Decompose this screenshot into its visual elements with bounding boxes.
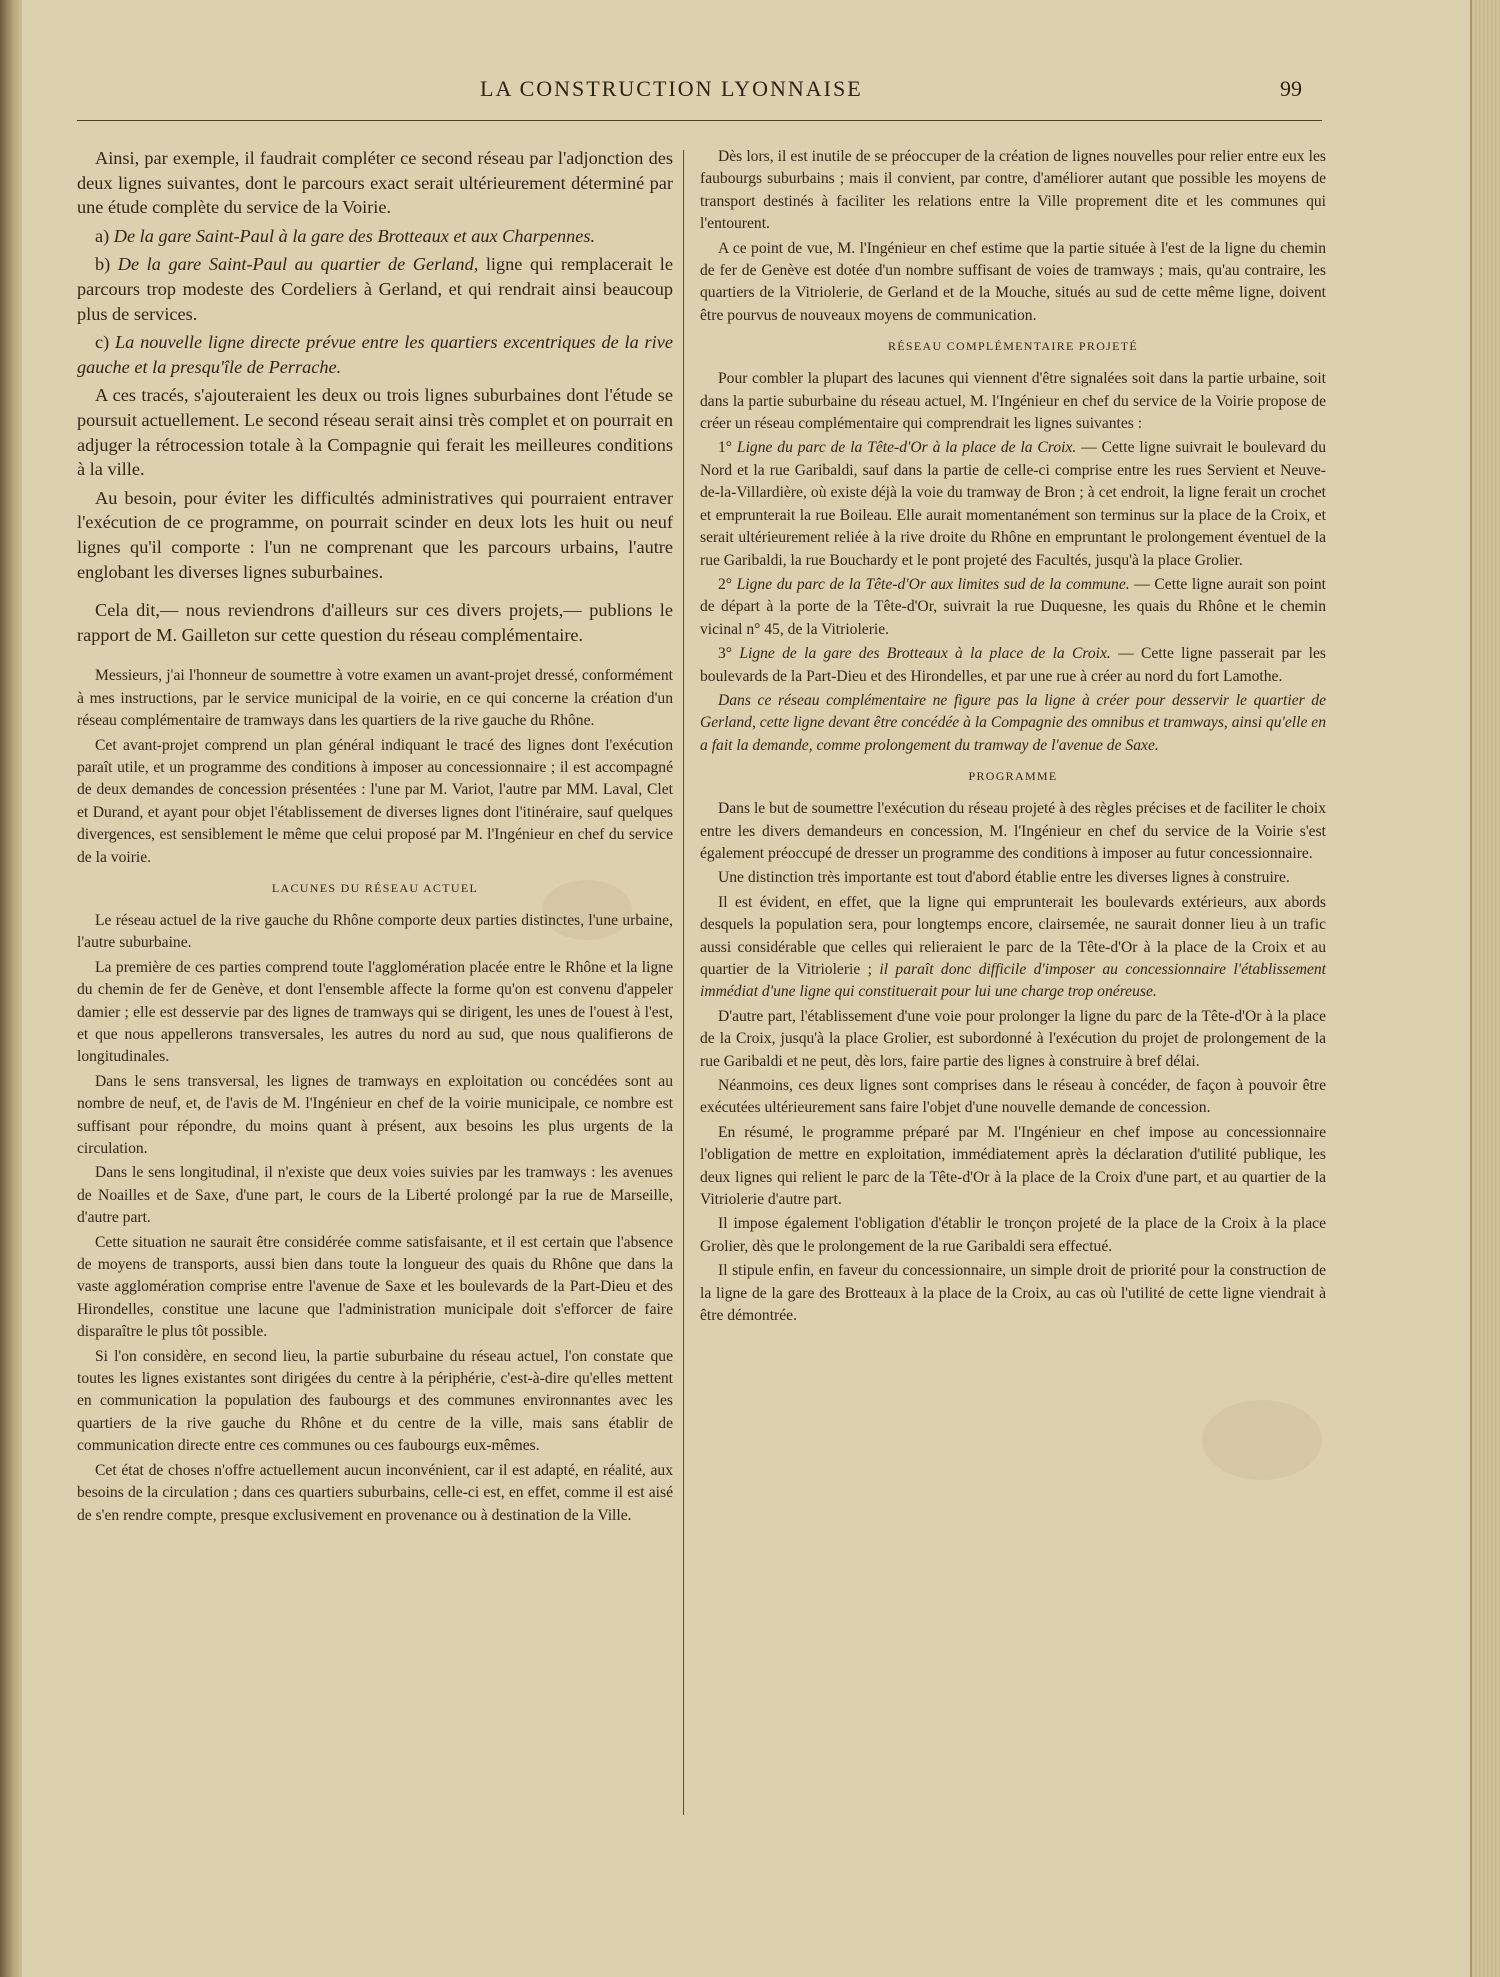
paragraph: Dans le but de soumettre l'exécution du réseau projeté à des règles précises et de faciliter le choix entre les divers demandeurs en concession, M. l'Ingénieur en chef du service de la Voirie s'est également préoccupé de dresser un programme des conditions à imposer au futur concessionnaire. bbox=[700, 800, 1326, 862]
paragraph: Dans le sens transversal, les lignes de tramways en exploitation ou concédées sont au nombre de neuf, et, de l'avis de M. l'Ingénieur en chef de la voirie municipale, ce nombre est suffisant pour répondre, du moins quant à présent, aux besoins les plus urgents de la circulation. bbox=[77, 1072, 673, 1157]
item-prefix: c) bbox=[95, 332, 116, 353]
page-number: 99 bbox=[1280, 76, 1302, 101]
paragraph: Une distinction très importante est tout d'abord établie entre les diverses lignes à construire. bbox=[718, 869, 1290, 887]
paragraph-italic: il paraît donc difficile d'imposer au concessionnaire l'établissement immédiat d'une ligne qui constituerait pour lui une charge trop onéreuse. bbox=[700, 961, 1327, 1001]
line-title: Ligne du parc de la Tête-d'Or aux limites sud de la commune. bbox=[736, 575, 1130, 593]
journal-page bbox=[22, 0, 1472, 1977]
line-number: 1° bbox=[718, 439, 737, 457]
paragraph: Néanmoins, ces deux lignes sont comprises dans le réseau à concéder, de façon à pouvoir être exécutées ultérieurement sans faire l'objet d'une nouvelle demande de concession. bbox=[700, 1077, 1326, 1117]
paragraph: Messieurs, j'ai l'honneur de soumettre à votre examen un avant-projet dressé, conformément à mes instructions, par le service municipal de la voirie, en ce qui concerne la création d'un réseau complémentaire de tramways dans les quartiers de la rive gauche du Rhône. bbox=[77, 667, 673, 730]
paragraph: Dès lors, il est inutile de se préoccuper de la création de lignes nouvelles pour relier entre eux les faubourgs suburbains ; mais il convient, par contre, d'améliorer autant que possible les moyens de transport destinés à faciliter les relations entre la Ville proprement dite et les communes qui l'entourent. bbox=[700, 148, 1326, 233]
line-description: — Cette ligne aurait son point de départ à la porte de la Tête-d'Or, suivrait la rue Duquesne, les quais du Rhône et le chemin vicinal n° 45, de la Vitriolerie. bbox=[700, 575, 1326, 638]
section-heading: LACUNES DU RÉSEAU ACTUEL bbox=[271, 880, 479, 895]
paragraph: Cette situation ne saurait être considérée comme satisfaisante, et il est certain que l'absence de moyens de transports, aussi bien dans toute la longueur des quais du Rhône que dans la vaste agglomération comprise entre l'avenue de Saxe et les boulevards de la Part-Dieu et des Hirondelles, constitue une lacune que l'administration municipale doit s'efforcer de faire disparaître le plus tôt possible. bbox=[77, 1233, 673, 1341]
paragraph bbox=[700, 892, 1326, 1004]
italic-note: Dans ce réseau complémentaire ne figure pas la ligne à créer pour desservir le quartier de Gerland, cette ligne devant être concédée à la Compagnie des omnibus et tramways, ainsi qu'elle en a fait la demande, comme prolongement du tramway de l'avenue de Saxe. bbox=[700, 691, 1326, 754]
list-item bbox=[77, 252, 673, 326]
running-header bbox=[22, 76, 1472, 112]
paragraph: Au besoin, pour éviter les difficultés administratives qui pourraient entraver l'exécution de ce programme, on pourrait scinder en deux lots les huit ou neuf lignes qu'il comporte : l'un ne comprenant que les parcours urbains, l'autre englobant les diverses lignes suburbaines. bbox=[77, 487, 673, 582]
item-italic: De la gare Saint-Paul au quartier de Gerland, bbox=[117, 254, 479, 275]
paragraph: A ce point de vue, M. l'Ingénieur en chef estime que la partie située à l'est de la ligne du chemin de fer de Genève est dotée d'un nombre suffisant de voies de tramways ; mais, qu'au contraire, les quartiers de la Vitriolerie, de Gerland et de la Mouche, situés au sud de cette même ligne, doivent être pourvus de nouveaux moyens de communication. bbox=[700, 239, 1326, 324]
line-item bbox=[700, 574, 1326, 641]
line-item bbox=[700, 437, 1326, 571]
item-prefix: b) bbox=[95, 254, 118, 275]
line-description: — Cette ligne passerait par les boulevards de la Part-Dieu et des Hirondelles, et par une rue à créer au nord du fort Lamothe. bbox=[700, 645, 1326, 685]
list-item bbox=[77, 224, 673, 249]
line-number: 3° bbox=[718, 645, 740, 663]
line-title: Ligne du parc de la Tête-d'Or à la place de la Croix. bbox=[736, 439, 1077, 457]
paragraph: La première de ces parties comprend toute l'agglomération placée entre le Rhône et la ligne du chemin de fer de Genève, et dont l'ensemble affecte la forme qu'on est convenu d'appeler damier ; elle est desservie par des lignes de tramways qui se dirigent, les unes de l'ouest à l'est, et que nous appellerons transversales, les autres du nord au sud, que nous qualifierons de longitudinales. bbox=[77, 958, 673, 1066]
line-description: — Cette ligne suivrait le boulevard du Nord et la rue Garibaldi, sauf dans la partie de celle-ci comprise entre les rues Servient et Neuve-de-la-Villardière, où existe déjà la voie du tramway de Bron ; à cet endroit, la ligne ferait un crochet et emprunterait la rue Boileau. Elle aurait momentanément son terminus sur la place de la Croix, et serait ultérieurement reliée à la rive droite du Rhône en empruntant le prolongement éventuel de la rue Garibaldi, la rue Bouchardy et le pont projeté des Facultés, jusqu'à la place Grolier. bbox=[700, 439, 1326, 569]
left-large-text bbox=[77, 146, 673, 647]
right-column bbox=[700, 146, 1326, 1330]
section-heading: PROGRAMME bbox=[968, 769, 1058, 784]
paragraph: En résumé, le programme préparé par M. l'Ingénieur en chef impose au concessionnaire l'obligation de mettre en exploitation, immédiatement après la déclaration d'utilité publique, les deux lignes qui relient le parc de la Tête-d'Or à la place de la Croix d'une part, et au quartier de la Vitriolerie d'autre part. bbox=[700, 1123, 1326, 1209]
paragraph-plain: Il est évident, en effet, que la ligne qui emprunterait les boulevards extérieurs, aux abords desquels la population sera, pour longtemps encore, clairsemée, ne saurait donner lieu à un trafic aussi considérable que celles qui relieraient le parc de la Tête-d'Or à la place de la Croix et au quartier de la Vitriolerie ; bbox=[700, 893, 1326, 978]
header-rule bbox=[77, 120, 1322, 122]
page-fore-edge bbox=[1470, 0, 1500, 1977]
item-prefix: a) bbox=[95, 225, 114, 246]
paragraph: Il impose également l'obligation d'établir le tronçon projeté de la place de la Croix à la place Grolier, dès que le prolongement de la rue Garibaldi sera effectué. bbox=[700, 1215, 1326, 1255]
item-italic: De la gare Saint-Paul à la gare des Brotteaux et aux Charpennes. bbox=[113, 225, 596, 246]
section-heading: RÉSEAU COMPLÉMENTAIRE PROJETÉ bbox=[887, 339, 1139, 354]
paragraph: Ainsi, par exemple, il faudrait compléter ce second réseau par l'adjonction des deux lignes suivantes, dont le parcours exact serait ultérieurement déterminé par une étude complète du service de la Voirie. bbox=[77, 148, 673, 218]
paragraph: Il stipule enfin, en faveur du concessionnaire, un simple droit de priorité pour la construction de la ligne de la gare des Brotteaux à la place de la Croix, au cas où l'utilité de cette ligne viendrait à être démontrée. bbox=[700, 1262, 1326, 1325]
line-item bbox=[700, 643, 1326, 688]
paragraph: Si l'on considère, en second lieu, la partie suburbaine du réseau actuel, l'on constate que toutes les lignes existantes sont dirigées du centre à la périphérie, c'est-à-dire qu'elles mettent en communication la population des faubourgs et des communes environnantes avec les quartiers de la rive gauche du Rhône et du centre de la ville, mais sans établir de communication directe entre ces communes ou ces faubourgs eux-mêmes. bbox=[77, 1347, 673, 1455]
item-italic: La nouvelle ligne directe prévue entre les quartiers excentriques de la rive gauche et la presqu'île de Perrache. bbox=[77, 332, 673, 377]
transition-paragraph: Cela dit,— nous reviendrons d'ailleurs sur ces divers projets,— publions le rapport de M. Gailleton sur cette question du réseau complémentaire. bbox=[77, 600, 673, 645]
paragraph: A ces tracés, s'ajouteraient les deux ou trois lignes suburbaines dont l'étude se poursuit actuellement. Le second réseau serait ainsi très complet et on pourrait en adjuger la rétrocession totale à la Compagnie qui ferait les meilleures conditions à la ville. bbox=[77, 385, 673, 480]
paper-stain bbox=[1202, 1400, 1322, 1480]
left-report-text bbox=[77, 665, 673, 1527]
column-divider bbox=[683, 150, 684, 1815]
book-gutter bbox=[0, 0, 22, 1977]
paragraph: Cet état de choses n'offre actuellement aucun inconvénient, car il est adapté, en réalité, aux besoins de la circulation ; dans ces quartiers suburbains, celle-ci est, en effet, comme il est aisé de s'en rendre compte, presque exclusivement en provenance ou à destination de la Ville. bbox=[77, 1461, 673, 1524]
left-column bbox=[77, 146, 673, 1529]
line-number: 2° bbox=[718, 575, 737, 593]
paragraph: Cet avant-projet comprend un plan général indiquant le tracé des lignes dont l'exécution paraît utile, et un programme des conditions à imposer au concessionnaire ; il est accompagné de deux demandes de concession présentées : l'une par M. Variot, l'autre par MM. Laval, Clet et Durand, et ayant pour objet l'établissement de diverses lignes dont l'itinéraire, sauf quelques divergences, est sensiblement le même que celui proposé par M. l'Ingénieur en chef du service de la voirie. bbox=[77, 736, 673, 866]
paragraph: Dans le sens longitudinal, il n'existe que deux voies suivies par les tramways : les avenues de Noailles et de Saxe, d'une part, le cours de la Liberté prolongé par la rue de Marseille, d'autre part. bbox=[77, 1164, 673, 1227]
list-item bbox=[77, 330, 673, 379]
line-title: Ligne de la gare des Brotteaux à la place de la Croix. bbox=[739, 645, 1111, 663]
paragraph: D'autre part, l'établissement d'une voie pour prolonger la ligne du parc de la Tête-d'Or à la place de la Croix, jusqu'à la place Grolier, est subordonné à l'exécution du projet de prolongement de la rue Garibaldi et ne peut, dès lors, faire partie des lignes à construire à bref délai. bbox=[700, 1007, 1326, 1070]
paragraph: Le réseau actuel de la rive gauche du Rhône comporte deux parties distinctes, l'une urbaine, l'autre suburbaine. bbox=[77, 911, 673, 952]
paragraph: Pour combler la plupart des lacunes qui viennent d'être signalées soit dans la partie urbaine, soit dans la partie suburbaine du réseau actuel, M. l'Ingénieur en chef du service de la Voirie propose de créer un réseau complémentaire qui comprendrait les lignes suivantes : bbox=[700, 370, 1326, 433]
journal-title: LA CONSTRUCTION LYONNAISE bbox=[480, 76, 863, 101]
item-rest: ligne qui remplacerait le parcours trop modeste des Cordeliers à Gerland, et qui rendrait ainsi beaucoup plus de services. bbox=[77, 254, 673, 324]
